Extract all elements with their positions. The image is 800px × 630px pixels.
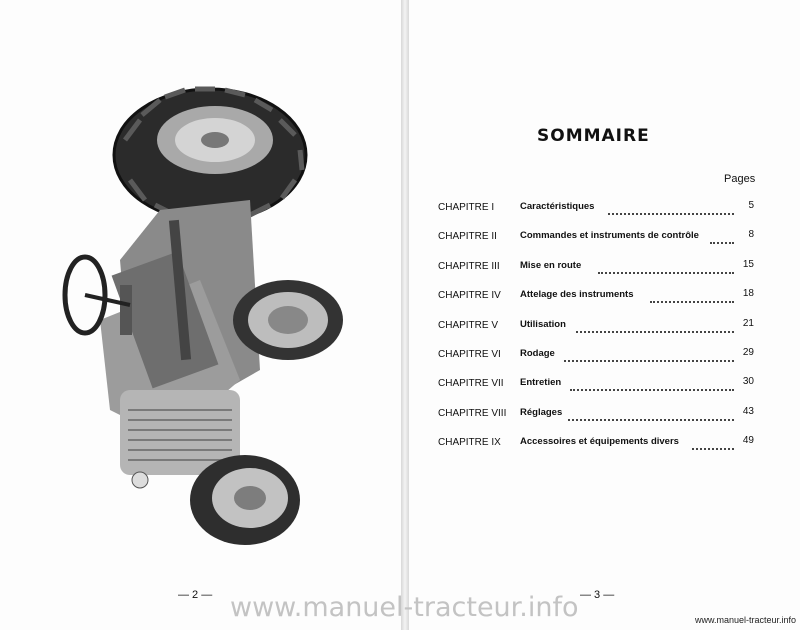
toc-row [438,198,758,227]
toc-title: Entretien [520,377,562,389]
toc-chapter: CHAPITRE V [438,319,499,331]
toc-row [438,286,758,315]
toc-row [438,433,758,462]
toc-title: Commandes et instruments de contrôle [520,230,699,242]
toc-page-number: 5 [748,200,754,211]
toc-chapter: CHAPITRE VII [438,378,504,390]
tractor-photograph [60,80,360,560]
toc-chapter: CHAPITRE VIII [438,407,507,419]
toc-chapter: CHAPITRE II [438,231,497,243]
toc-leader-dots [598,262,734,274]
toc-chapter: CHAPITRE I [438,202,495,213]
book-spine [401,0,409,630]
watermark-large: www.manuel-tracteur.info [230,592,579,623]
toc-title: Accessoires et équipements divers [520,436,679,448]
toc-row [438,316,758,345]
toc-leader-dots [568,409,734,421]
right-page-number: — 3 — [580,589,615,601]
toc-page-number: 18 [742,288,754,300]
toc-title: Mise en route [520,259,582,271]
toc-chapter: CHAPITRE III [438,260,500,272]
toc-chapter: CHAPITRE IX [438,437,501,449]
toc-chapter: CHAPITRE IV [438,290,501,302]
toc-title: Réglages [520,406,563,418]
toc-page-number: 30 [742,376,754,388]
rear-tyre [114,89,306,221]
toc-page-number: 43 [742,405,754,417]
toc-leader-dots [576,321,734,333]
toc-title: Rodage [520,347,555,359]
toc-page-number: 8 [748,229,754,241]
page-title: SOMMAIRE [537,126,650,146]
toc-row [438,227,758,256]
toc-page-number: 21 [742,317,754,329]
toc-row [438,374,758,403]
tractor-body [100,200,260,488]
toc-title: Caractéristiques [520,201,595,212]
toc-page-number: 49 [742,435,754,447]
toc-chapter: CHAPITRE VI [438,348,501,360]
watermark-small: www.manuel-tracteur.info [695,615,797,625]
front-tyre-left [190,455,300,545]
toc-title: Utilisation [520,318,566,330]
toc-leader-dots [650,291,734,303]
toc-row [438,257,758,286]
toc-row [438,345,758,374]
toc-leader-dots [608,203,734,215]
table-of-contents [438,198,758,463]
left-page-number: — 2 — [178,589,213,601]
toc-leader-dots [710,232,734,244]
front-tyre-right [233,280,343,360]
toc-row [438,404,758,433]
toc-title: Attelage des instruments [520,289,634,301]
pages-column-label: Pages [724,173,756,185]
toc-leader-dots [570,379,734,391]
toc-leader-dots [692,438,734,450]
toc-page-number: 29 [742,346,754,358]
toc-leader-dots [564,350,734,362]
toc-page-number: 15 [742,258,754,270]
